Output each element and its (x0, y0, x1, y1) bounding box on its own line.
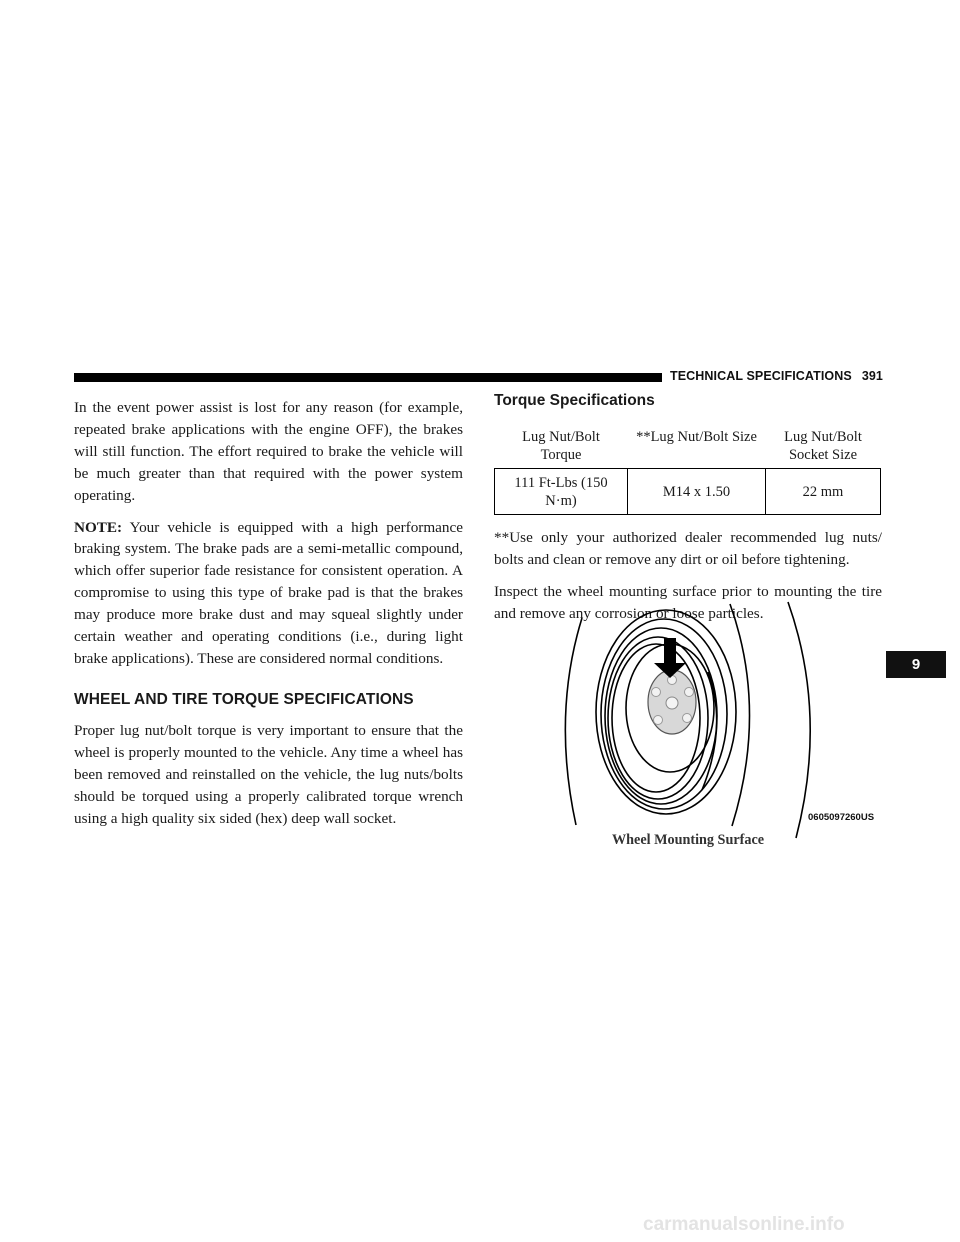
torque-specs-heading: Torque Specifications (494, 392, 655, 409)
cell-torque: 111 Ft-Lbs (150 N·m) (495, 469, 628, 515)
section-heading: WHEEL AND TIRE TORQUE SPECIFICATIONS (74, 690, 414, 708)
intro-paragraph: In the event power assist is lost for any reason (for example, repeated brake applications with the engine OFF), the brakes will still function. The effort required to brake the vehicle will be much greater than that required with the power system operating. (74, 399, 463, 504)
footnote: **Use only your authorized dealer recommended lug nuts/ bolts and clean or remove any dirt or oil before tightening. (494, 529, 882, 568)
tire-outer-left-arc (565, 618, 582, 825)
tire-far-right-arc (788, 602, 810, 838)
cell-socket: 22 mm (766, 469, 881, 515)
torque-paragraph: Proper lug nut/bolt torque is very important to ensure that the wheel is properly mounted to the vehicle. Any time a wheel has been removed and reinstalled on the vehicle, the lug nuts/bolts should be torqued using a properly calibrated torque wrench using a high quality six sided (hex) deep wall socket. (74, 721, 463, 827)
left-column (74, 397, 463, 839)
col-header-socket: Lug Nut/Bolt Socket Size (784, 429, 862, 463)
tire-outer-right-arc (730, 604, 750, 826)
figure-code: 0605097260US (808, 812, 875, 823)
table-row (495, 469, 881, 515)
cell-size: M14 x 1.50 (628, 469, 766, 515)
figure-caption: Wheel Mounting Surface (611, 832, 765, 848)
col-header-size: **Lug Nut/Bolt Size (636, 429, 757, 445)
note-paragraph (74, 517, 463, 670)
section-title: TECHNICAL SPECIFICATIONS (670, 369, 852, 383)
table-header-row (495, 423, 881, 469)
running-header (670, 369, 883, 383)
note-text: Your vehicle is equipped with a high performance braking system. The brake pads are a semi-metallic compound, which offer superior fade resistance for consistent operation. A compromise to using this type of brake pad is that the brakes may produce more brake dust and may squeal slightly under certain weather and operating conditions (i.e., during light brake applications). These are considered normal conditions. (74, 518, 463, 667)
torque-spec-table (494, 423, 881, 515)
watermark: carmanualsonline.info (643, 1214, 845, 1235)
note-label: NOTE: (74, 518, 123, 536)
hub-face (648, 670, 696, 734)
col-header-torque: Lug Nut/Bolt Torque (522, 429, 600, 463)
page-number: 391 (861, 369, 883, 383)
inspect-paragraph: Inspect the wheel mounting surface prior to mounting the tire and remove any corrosion or loose particles. (494, 582, 882, 622)
chapter-tab: 9 (886, 651, 946, 678)
right-column (494, 391, 882, 635)
header-rule (74, 373, 662, 382)
